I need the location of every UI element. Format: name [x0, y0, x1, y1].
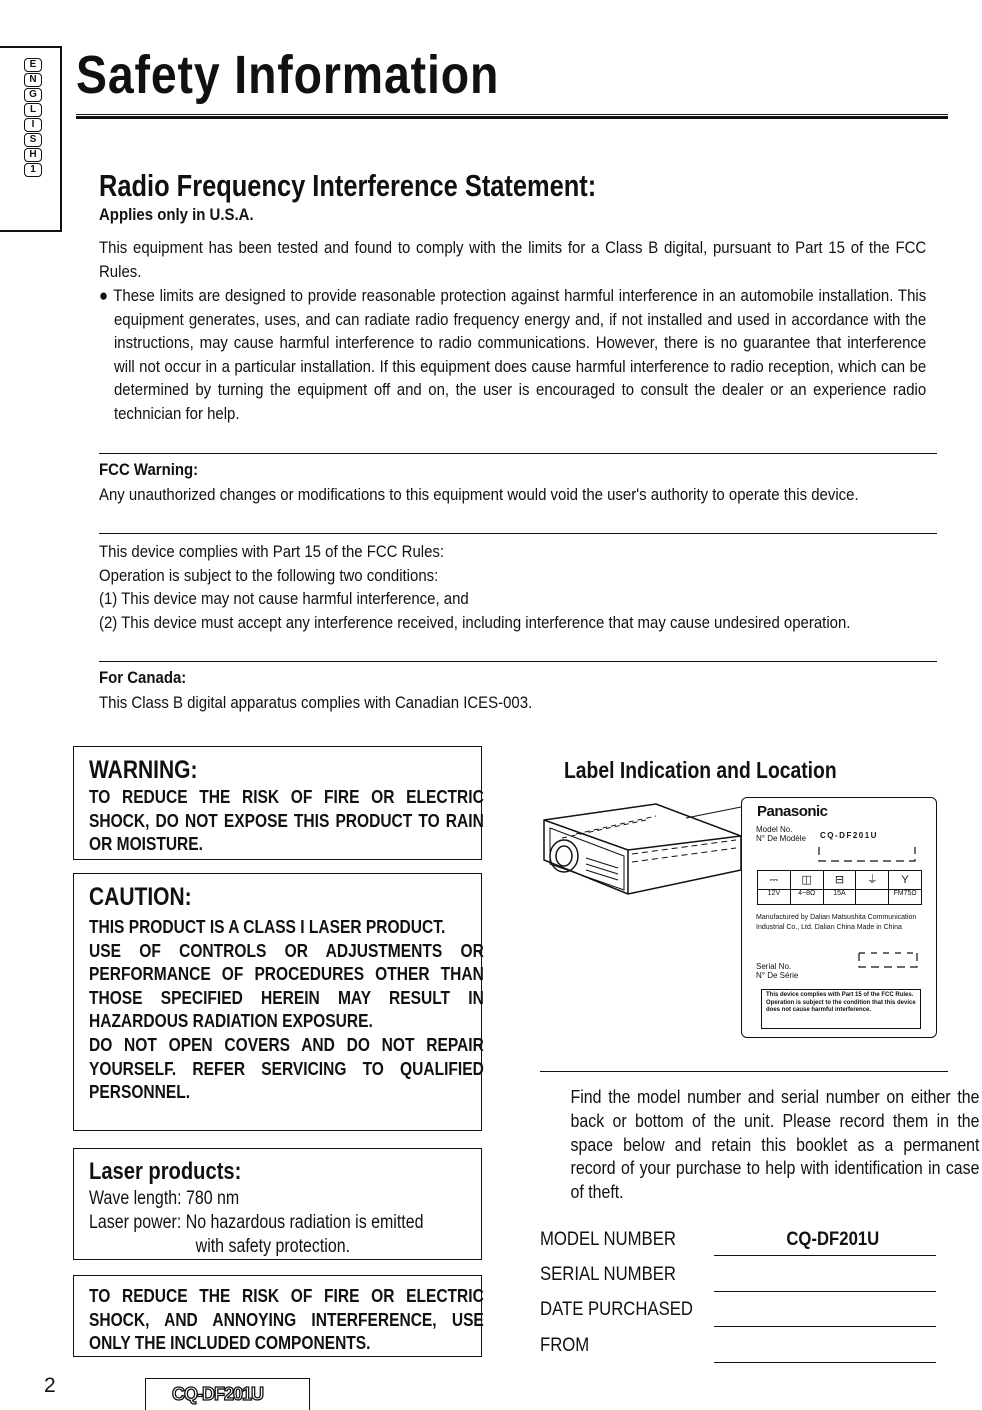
side-tab-letter: I: [24, 118, 42, 132]
warning-box: [73, 746, 482, 860]
caution-text: DO NOT OPEN COVERS AND DO NOT REPAIR YOURSELF. REFER SERVICING TO QUALIFIED PERSONNEL.: [89, 1033, 484, 1103]
label-section-heading: Label Indication and Location: [564, 757, 837, 783]
label-serial-caption-line: N° De Série: [756, 971, 799, 980]
dc-power-icon: ⎓: [758, 872, 790, 890]
laser-wave-length: Wave length: 780 nm: [89, 1188, 240, 1209]
fcc-warning-heading: FCC Warning:: [99, 460, 199, 479]
ground-icon: ⏚: [856, 872, 888, 890]
label-serial-caption-line: Serial No.: [756, 962, 792, 971]
canada-text: This Class B digital apparatus complies with Canadian ICES-003.: [99, 693, 533, 712]
spec-cell: [824, 871, 857, 904]
caution-box: [73, 873, 482, 1131]
footer-model-name: CQ-DF201U: [172, 1384, 264, 1404]
serial-number-line[interactable]: [714, 1291, 936, 1292]
spec-value: FM75Ω: [893, 890, 917, 897]
canada-heading: For Canada:: [99, 668, 187, 687]
label-model-caption-line: Model No.: [756, 825, 793, 834]
title-rule: [76, 114, 948, 119]
warning-title: WARNING:: [89, 756, 198, 784]
caution-text: THIS PRODUCT IS A CLASS I LASER PRODUCT.: [89, 916, 446, 937]
spec-cell: [791, 871, 824, 904]
label-spec-grid: [757, 870, 922, 905]
side-tab-letter: L: [24, 103, 42, 117]
label-description: Find the model number and serial number on either the back or bottom of the unit. Please record them in the space below and retain this booklet as a permanent record of your purchase to help with identification in case of theft.: [570, 1086, 980, 1203]
spec-value: 12V: [767, 890, 781, 897]
part15-line: This device complies with Part 15 of the FCC Rules:: [99, 542, 445, 561]
spec-cell: [856, 871, 889, 904]
side-tab-letter: H: [24, 148, 42, 162]
antenna-icon: Y: [889, 872, 921, 890]
laser-products-box: [73, 1148, 482, 1260]
caution-title: CAUTION:: [89, 883, 192, 911]
rf-heading: Radio Frequency Interference Statement:: [99, 168, 597, 203]
part15-line: Operation is subject to the following two conditions:: [99, 565, 439, 585]
divider: [99, 533, 937, 534]
risk-text: TO REDUCE THE RISK OF FIRE OR ELECTRIC SHOCK, AND ANNOYING INTERFERENCE, USE ONLY THE INCLUDED COMPONENTS.: [89, 1285, 484, 1354]
serial-entry-bracket: [855, 947, 921, 971]
label-serial-caption: [756, 962, 798, 980]
rf-bullet: [99, 284, 926, 426]
risk-box: [73, 1275, 482, 1357]
model-number-value: CQ-DF201U: [786, 1229, 880, 1250]
laser-power-continued: with safety protection.: [195, 1235, 351, 1257]
from-line[interactable]: [714, 1362, 936, 1363]
date-purchased-label: DATE PURCHASED: [540, 1299, 693, 1320]
label-model-caption-line: N° De Modèle: [756, 834, 806, 843]
model-number-line: [714, 1255, 936, 1256]
laser-power: Laser power: No hazardous radiation is emitted: [89, 1211, 424, 1233]
label-fcc-note: This device complies with Part 15 of the FCC Rules. Operation is subject to the condition that this device does not cause harmful interference.: [761, 989, 921, 1029]
date-purchased-line[interactable]: [714, 1326, 936, 1327]
divider: [540, 1071, 948, 1072]
spec-cell: [889, 871, 921, 904]
page-number: 2: [44, 1374, 56, 1397]
part15-block: [99, 540, 926, 634]
warning-text: TO REDUCE THE RISK OF FIRE OR ELECTRIC SHOCK, DO NOT EXPOSE THIS PRODUCT TO RAIN OR MOISTURE.: [89, 786, 484, 855]
side-tab-letter: G: [24, 88, 42, 102]
spec-cell: [758, 871, 791, 904]
car-stereo-illustration: [536, 798, 746, 908]
label-manufacturer: Manufactured by Dalian Matsushita Communication Industrial Co., Ltd. Dalian China Made in China: [756, 914, 917, 931]
label-model-code: CQ-DF201U: [820, 831, 878, 840]
label-model-caption: [756, 825, 806, 843]
rf-subheading: Applies only in U.S.A.: [99, 205, 254, 224]
side-tab-numeral: 1: [24, 163, 42, 177]
spec-value: 4~8Ω: [798, 890, 816, 897]
page-title: Safety Information: [76, 45, 500, 105]
fuse-icon: ⊟: [824, 872, 856, 890]
model-number-label: MODEL NUMBER: [540, 1229, 676, 1250]
side-tab-letter: N: [24, 73, 42, 87]
from-label: FROM: [540, 1335, 590, 1356]
speaker-icon: ◫: [791, 872, 823, 890]
language-side-tab-label: [24, 58, 42, 178]
side-tab-letter: E: [24, 58, 42, 72]
rf-intro-text: This equipment has been tested and found to comply with the limits for a Class B digital, pursuant to Part 15 of the FCC Rules.: [99, 238, 927, 281]
rf-bullet-text: ● These limits are designed to provide reasonable protection against harmful interference in an automobile installation. This equipment generates, uses, and can radiate radio frequency energy and, if not installed and used in accordance with the instructions, may cause harmful interference to radio communications. However, there is no guarantee that interference will not occur in a particular installation. If this equipment does cause harmful interference to radio reception, which can be determined by turning the equipment off and on, the user is encouraged to consult the dealer or an experience radio technician for help.: [99, 286, 927, 423]
divider: [99, 661, 937, 662]
serial-number-label: SERIAL NUMBER: [540, 1264, 676, 1285]
caution-text: USE OF CONTROLS OR ADJUSTMENTS OR PERFORMANCE OF PROCEDURES OTHER THAN THOSE SPECIFIED HEREIN MAY RESULT IN HAZARDOUS RADIATION EXPOSURE.: [89, 939, 484, 1032]
part15-condition: (1) This device may not cause harmful interference, and: [99, 589, 469, 609]
side-tab-letter: S: [24, 133, 42, 147]
spec-value: 15A: [833, 890, 846, 897]
label-brand: Panasonic: [757, 803, 828, 820]
part15-condition: (2) This device must accept any interference received, including interference that may cause undesired operation.: [99, 612, 851, 632]
laser-title: Laser products:: [89, 1158, 242, 1185]
model-entry-bracket: [815, 843, 919, 865]
divider: [99, 453, 937, 454]
fcc-warning-text: Any unauthorized changes or modifications to this equipment would void the user's authority to operate this device.: [99, 485, 859, 504]
